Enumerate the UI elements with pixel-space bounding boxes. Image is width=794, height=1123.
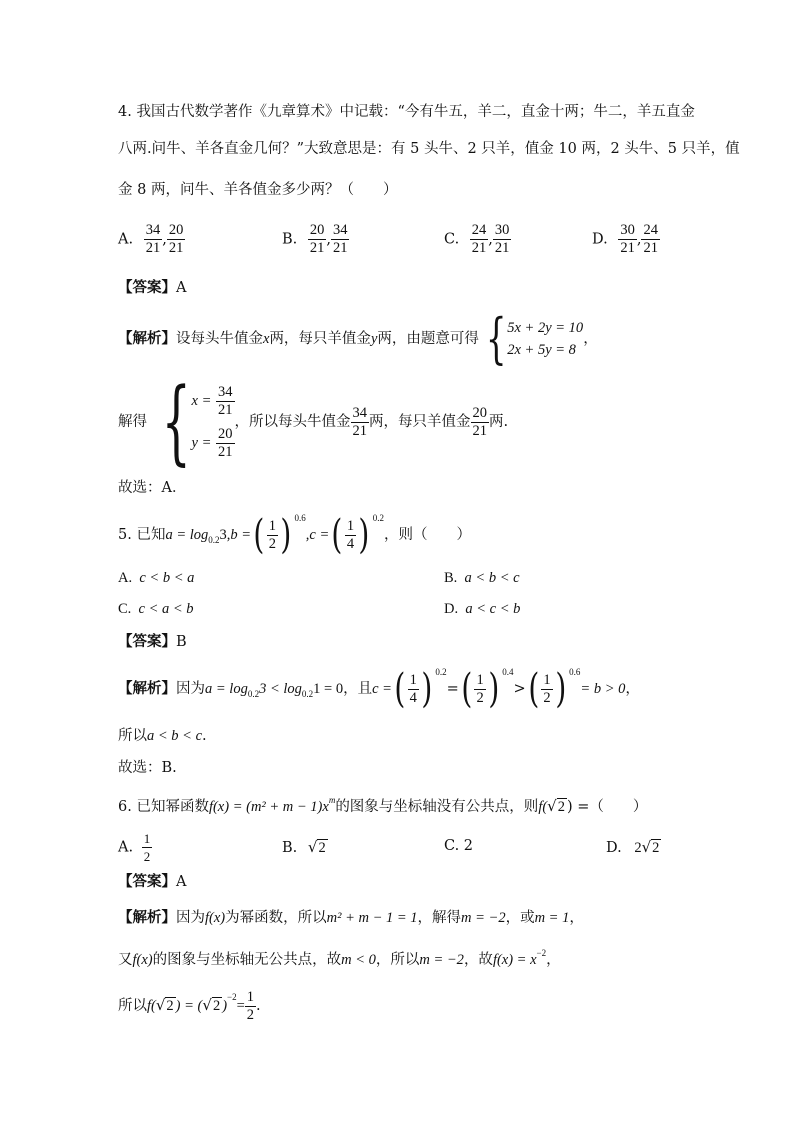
superscript: 0.6 <box>294 513 306 523</box>
q5-option-a[interactable] <box>118 570 194 587</box>
fraction <box>408 672 419 707</box>
math-var: x = <box>191 393 212 409</box>
subscript: 0.2 <box>301 689 314 699</box>
q5-option-b[interactable] <box>444 570 520 587</box>
denominator: 4 <box>346 535 355 552</box>
math-op: = <box>236 998 245 1014</box>
text: 两，由题意可得 <box>377 331 479 347</box>
q6-answer <box>118 872 186 892</box>
superscript: m <box>328 795 336 805</box>
math-expr: f( <box>538 799 548 815</box>
q5-answer <box>118 632 187 652</box>
math-expr: m = −2 <box>461 910 506 926</box>
option-label: D. <box>444 601 459 617</box>
brace: { <box>161 368 191 475</box>
text: . <box>202 728 207 744</box>
superscript: 0.6 <box>569 667 581 677</box>
denominator: 21 <box>620 240 635 256</box>
option-label: D. <box>592 231 608 248</box>
denominator: 2 <box>246 1006 255 1023</box>
brace: { <box>485 307 507 370</box>
fraction <box>351 405 370 440</box>
q4-answer <box>118 278 186 298</box>
math-expr: f(x) <box>132 952 153 968</box>
q6-option-c[interactable] <box>444 838 473 854</box>
denominator: 21 <box>471 240 487 256</box>
math-expr: c = <box>372 681 392 697</box>
text: 解得 <box>118 414 147 430</box>
text: 所以 <box>118 728 147 744</box>
text: 因为 <box>176 910 205 926</box>
numerator: 34 <box>218 383 233 400</box>
sqrt <box>308 838 328 857</box>
text: 的图象与坐标轴没有公共点，则 <box>335 799 539 815</box>
numerator: 1 <box>268 517 276 534</box>
q4-stem-line-2: 八两.问牛、羊各直金几何？”大致意思是：有 5 头牛、2 只羊，值金 10 两，2 头牛、5 只羊，值 <box>118 141 740 157</box>
fraction <box>216 426 235 461</box>
subscript: 0.2 <box>208 535 220 545</box>
math-expr: ) <box>222 998 228 1014</box>
paren: ) <box>358 512 370 558</box>
denominator: 21 <box>332 240 348 256</box>
numerator: 34 <box>352 404 368 421</box>
text: ，所以 <box>375 952 420 968</box>
answer-tag: 【答案】 <box>118 873 176 890</box>
math-expr: 1 = 0 <box>313 681 344 697</box>
text: 两，每只羊值金 <box>269 331 371 347</box>
math-expr: f(x) = (m² + m − 1)x <box>208 799 329 815</box>
radicand: 2 <box>557 799 565 815</box>
q4-stem-line-1: 4. 我国古代数学著作《九章算术》中记载：“今有牛五，羊二，直金十两；牛二，羊五直金 <box>118 104 695 120</box>
superscript: 0.2 <box>372 513 384 523</box>
math-expr: a = log <box>205 681 248 697</box>
text: 的图象与坐标轴无公共点，故 <box>152 952 342 968</box>
q4-option-a[interactable]: A. $\frac{34}{21}$ , $\frac{20}{21}$ <box>118 222 184 256</box>
answer-tag: 【答案】 <box>118 279 176 296</box>
fraction <box>144 222 163 257</box>
text: ，或 <box>505 910 535 926</box>
superscript: 0.4 <box>502 667 514 677</box>
q6-analysis-line-2 <box>118 950 561 971</box>
q4-analysis-line-2 <box>118 368 509 475</box>
q4-analysis-line-1 <box>118 307 598 370</box>
fraction <box>331 222 350 257</box>
paren: ) <box>488 666 499 712</box>
sqrt <box>642 838 662 857</box>
denominator: 21 <box>218 401 233 418</box>
answer-value: A <box>176 874 187 890</box>
option-label: B. <box>282 840 298 856</box>
radical-sign: √ <box>547 797 557 815</box>
math-expr: b = <box>230 527 252 543</box>
math-expr: 3, <box>219 527 231 543</box>
text: ，解得 <box>417 910 462 926</box>
radicand: 2 <box>212 998 221 1014</box>
math-expr: ,c = <box>305 527 330 543</box>
paren: ) <box>280 512 292 558</box>
q5-analysis-line-1 <box>118 666 640 713</box>
fraction <box>618 222 637 257</box>
math-op: > <box>513 681 526 697</box>
math-expr: m = 1 <box>534 910 570 926</box>
q6-stem <box>118 792 647 822</box>
fraction <box>470 222 489 257</box>
denominator: 21 <box>218 443 233 460</box>
text: ， <box>569 910 584 926</box>
numerator: 24 <box>471 222 487 238</box>
numerator: 1 <box>409 671 417 688</box>
q4-option-b[interactable]: B. $\frac{20}{21}$ , $\frac{34}{21}$ <box>282 222 348 256</box>
text: 两，每只羊值金 <box>369 414 471 430</box>
option-label: A. <box>118 570 133 586</box>
text: ， <box>625 681 640 697</box>
denominator: 21 <box>472 422 488 439</box>
math-expr: ) = ( <box>175 998 203 1014</box>
q6-analysis-line-3 <box>118 984 261 1028</box>
sqrt <box>202 984 222 1027</box>
text: 所以 <box>118 998 147 1014</box>
denominator: 21 <box>309 240 325 256</box>
numerator: 1 <box>246 988 255 1005</box>
superscript: 0.2 <box>435 667 447 677</box>
option-label: B. <box>444 570 458 586</box>
paren: ( <box>461 666 473 712</box>
q6-option-d[interactable] <box>606 838 661 857</box>
radical-sign: √ <box>202 996 212 1014</box>
numerator: 1 <box>143 831 151 846</box>
math-expr: m² + m − 1 = 1 <box>326 910 418 926</box>
math-expr: f(x) = x <box>492 952 537 968</box>
denominator: 2 <box>543 689 551 706</box>
option-text: 2 <box>463 838 474 854</box>
q4-option-c[interactable]: C. $\frac{24}{21}$ , $\frac{30}{21}$ <box>444 222 510 256</box>
q6-analysis-line-1 <box>118 908 584 928</box>
equation-system <box>507 317 583 361</box>
math-expr: m < 0 <box>341 952 376 968</box>
fraction <box>471 405 490 440</box>
numerator: 24 <box>643 222 658 238</box>
q4-choose: 故选：A． <box>118 480 187 496</box>
fraction <box>541 672 552 707</box>
option-label: A. <box>118 839 134 856</box>
q5-choose: 故选：B. <box>118 760 177 776</box>
numerator: 30 <box>620 222 635 238</box>
text: 两. <box>489 414 509 430</box>
option-text: a < b < c <box>464 570 520 586</box>
math-var: y = <box>191 435 212 451</box>
fraction <box>267 518 278 553</box>
paren: ( <box>394 666 406 712</box>
q4-stem-line-3: 金 8 两，问牛、羊各值金多少两？（ ） <box>118 182 398 198</box>
option-text: c < a < b <box>138 601 194 617</box>
denominator: 21 <box>494 240 510 256</box>
q6-option-a[interactable] <box>118 830 152 865</box>
math-expr: a = log <box>165 527 209 543</box>
q5-option-d[interactable] <box>444 601 520 618</box>
numerator: 1 <box>543 671 551 688</box>
analysis-tag: 【解析】 <box>118 909 176 926</box>
text: 6. 已知幂函数 <box>118 799 209 815</box>
text: . <box>256 998 261 1014</box>
denominator: 2 <box>268 535 276 552</box>
text: 为幂函数，所以 <box>225 910 327 926</box>
option-label: C. <box>444 838 460 854</box>
q5-analysis-line-2 <box>118 726 207 746</box>
option-label: A. <box>118 231 134 248</box>
text: ，且 <box>343 681 373 697</box>
answer-value: A <box>176 280 187 296</box>
equation: 2x + 5y = 8 <box>507 342 576 358</box>
paren: ( <box>528 666 539 712</box>
denominator: 21 <box>643 240 658 256</box>
math-op: = <box>446 681 459 697</box>
denominator: 21 <box>168 240 184 256</box>
radical-sign: √ <box>307 838 318 856</box>
numerator: 20 <box>168 222 184 238</box>
q4-option-d[interactable]: D. $\frac{30}{21}$ , $\frac{24}{21}$ <box>592 222 658 256</box>
text: ) =（ ） <box>566 799 648 815</box>
subscript: 0.2 <box>247 689 260 699</box>
radicand: 2 <box>318 840 326 856</box>
paren: ) <box>421 666 433 712</box>
fraction <box>474 672 485 707</box>
fraction <box>308 222 327 257</box>
radical-sign: √ <box>155 996 166 1014</box>
answer-value: B <box>176 634 187 650</box>
option-label: C. <box>118 601 132 617</box>
fraction <box>142 830 153 865</box>
numerator: 1 <box>476 671 484 688</box>
numerator: 1 <box>346 517 355 534</box>
option-label: D. <box>606 840 622 856</box>
analysis-tag: 【解析】 <box>118 680 176 697</box>
numerator: 30 <box>494 222 510 238</box>
math-expr: a < b < c <box>147 728 203 744</box>
denominator: 21 <box>352 422 368 439</box>
math-var: y <box>370 331 378 347</box>
math-expr: f(x) <box>205 910 226 926</box>
q5-option-c[interactable] <box>118 601 194 618</box>
text: ， <box>546 952 561 968</box>
fraction <box>167 222 186 257</box>
fraction <box>641 222 660 257</box>
fraction <box>493 222 512 257</box>
fraction <box>345 518 356 553</box>
text: 因为 <box>176 681 205 697</box>
q6-option-b[interactable] <box>282 838 328 857</box>
text: 又 <box>118 952 133 968</box>
paren: ( <box>253 512 265 558</box>
text: ，则（ ） <box>384 527 471 543</box>
denominator: 4 <box>409 689 417 706</box>
denominator: 2 <box>476 689 484 706</box>
text: 设每头牛值金 <box>176 331 263 347</box>
numerator: 20 <box>472 404 488 421</box>
option-label: B. <box>282 231 298 248</box>
equation: 5x + 2y = 10 <box>507 320 584 336</box>
math-expr: = b > 0 <box>580 681 626 697</box>
text: ，故 <box>463 952 493 968</box>
solution-system <box>192 380 235 464</box>
sqrt <box>156 984 176 1027</box>
math-expr: f( <box>147 998 156 1014</box>
math-expr: 3 < log <box>259 681 302 697</box>
sqrt <box>547 792 567 821</box>
option-text: a < c < b <box>465 601 521 617</box>
text: 5. 已知 <box>118 527 166 543</box>
option-label: C. <box>444 231 460 248</box>
text: ， <box>583 331 598 347</box>
math-expr: m = −2 <box>419 952 464 968</box>
math-var: x <box>263 331 270 347</box>
fraction <box>245 989 256 1024</box>
fraction <box>216 384 235 419</box>
radicand: 2 <box>652 840 660 856</box>
text: ，所以每头牛值金 <box>234 414 351 430</box>
radicand: 2 <box>166 998 174 1014</box>
superscript: −2 <box>536 948 547 958</box>
radical-sign: √ <box>641 838 652 856</box>
denominator: 21 <box>145 240 161 256</box>
paren: ) <box>554 666 566 712</box>
superscript: −2 <box>227 992 237 1002</box>
paren: ( <box>331 512 343 558</box>
analysis-tag: 【解析】 <box>118 330 176 347</box>
denominator: 2 <box>143 849 151 864</box>
q5-stem <box>118 512 471 559</box>
numerator: 20 <box>309 222 325 238</box>
answer-tag: 【答案】 <box>118 633 176 650</box>
numerator: 34 <box>145 222 161 238</box>
coefficient: 2 <box>634 840 642 856</box>
numerator: 20 <box>218 425 233 442</box>
option-text: c < b < a <box>139 570 195 586</box>
numerator: 34 <box>332 222 348 238</box>
